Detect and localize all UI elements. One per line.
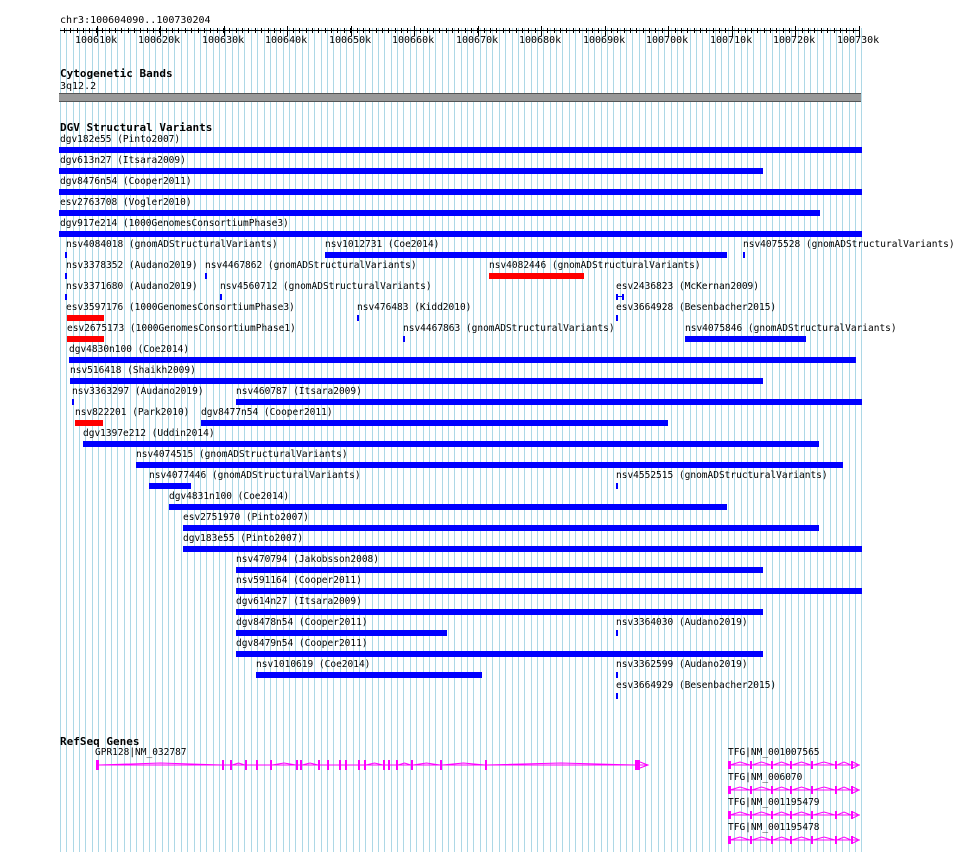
gene-exon [851,761,853,769]
ruler-tick-label: 100640k [265,35,308,46]
sv-feature-bar[interactable] [59,147,862,153]
gene-exon [96,760,99,770]
sv-feature-label: nsv4467863 (gnomADStructuralVariants) [403,323,615,334]
ruler-tick-label: 100630k [202,35,245,46]
sv-feature-bar[interactable] [59,210,820,216]
sv-feature-bar[interactable] [183,546,862,552]
sv-feature-label: nsv476483 (Kidd2010) [357,302,472,313]
gene-exon [790,836,792,844]
gene-models[interactable] [0,740,890,852]
sv-feature-label: dgv8477n54 (Cooper2011) [201,407,333,418]
sv-feature-bar[interactable] [83,441,819,447]
sv-feature-label: esv2751970 (Pinto2007) [183,512,309,523]
gene-exon [440,760,442,770]
gene-exon [835,811,837,819]
sv-feature-bar[interactable] [70,378,763,384]
sv-feature-label: esv2675173 (1000GenomesConsortiumPhase1) [67,323,296,334]
refseq-track-title: RefSeq Genes [60,735,140,748]
sv-feature-label: dgv182e55 (Pinto2007) [60,134,181,145]
sv-feature-bar[interactable] [616,294,624,300]
sv-feature-bar[interactable] [236,630,447,636]
sv-feature-label: esv3664928 (Besenbacher2015) [616,302,777,313]
gene-exon [771,761,773,769]
sv-feature-label: dgv8478n54 (Cooper2011) [236,617,368,628]
gene-exon [364,760,366,770]
gene-exon [771,811,773,819]
sv-feature-bar[interactable] [325,252,727,258]
gene-exon [230,760,232,770]
gene-exon [245,760,247,770]
ruler-tick-label: 100690k [583,35,626,46]
sv-feature-label: nsv4467862 (gnomADStructuralVariants) [205,260,417,271]
sv-feature-label: dgv8476n54 (Cooper2011) [60,176,192,187]
gene-label: TFG|NM_001007565 [728,747,820,758]
location-label: chr3:100604090..100730204 [60,15,211,26]
sv-feature-bar[interactable] [59,189,862,195]
sv-feature-label: nsv4560712 (gnomADStructuralVariants) [220,281,432,292]
gene-exon [835,836,837,844]
sv-feature-label: dgv183e55 (Pinto2007) [183,533,304,544]
sv-feature-label: nsv3363297 (Audano2019) [72,386,204,397]
sv-feature-label: nsv4075528 (gnomADStructuralVariants) [743,239,955,250]
ruler-tick-label: 100660k [392,35,435,46]
gene-exon [811,836,813,844]
ruler-tick-label: 100650k [329,35,372,46]
sv-feature-bar[interactable] [236,651,763,657]
sv-feature-label: nsv3371680 (Audano2019) [66,281,198,292]
gene-exon [345,760,347,770]
gene-exon [750,786,752,794]
sv-feature-label: nsv470794 (Jakobsson2008) [236,554,379,565]
sv-feature-label: nsv4552515 (gnomADStructuralVariants) [616,470,828,481]
sv-feature-label: dgv4830n100 (Coe2014) [69,344,190,355]
sv-feature-label: esv3664929 (Besenbacher2015) [616,680,777,691]
ruler-tick-label: 100720k [773,35,816,46]
sv-feature-bar[interactable] [59,168,763,174]
sv-feature-bar[interactable] [236,588,862,594]
gene-exon [256,760,258,770]
gene-exon [790,786,792,794]
sv-feature-bar[interactable] [616,693,618,699]
sv-feature-label: nsv4074515 (gnomADStructuralVariants) [136,449,348,460]
ruler-tick-label: 100620k [138,35,181,46]
sv-feature-label: nsv516418 (Shaikh2009) [70,365,196,376]
gene-exon [300,760,302,770]
sv-feature-label: nsv4082446 (gnomADStructuralVariants) [489,260,701,271]
ruler-tick-label: 100680k [519,35,562,46]
sv-feature-label: nsv822201 (Park2010) [75,407,190,418]
sv-feature-bar[interactable] [220,294,222,300]
sv-feature-label: nsv591164 (Cooper2011) [236,575,362,586]
sv-feature-bar[interactable] [65,294,67,300]
gene-exon [790,761,792,769]
sv-feature-label: nsv1012731 (Coe2014) [325,239,440,250]
gene-exon [750,811,752,819]
sv-feature-label: esv2436823 (McKernan2009) [616,281,759,292]
sv-feature-link [618,296,622,297]
gene-exon [811,761,813,769]
sv-feature-bar[interactable] [743,252,745,258]
sv-feature-bar[interactable] [72,399,74,405]
sv-feature-bar[interactable] [205,273,207,279]
coordinate-ruler[interactable] [0,24,890,48]
gene-label: TFG|NM_006070 [728,772,803,783]
sv-feature-bar[interactable] [149,483,191,489]
gene-label: TFG|NM_001195478 [728,822,820,833]
sv-feature-label: nsv4075846 (gnomADStructuralVariants) [685,323,897,334]
sv-feature-bar[interactable] [65,252,67,258]
sv-feature-label: nsv460787 (Itsara2009) [236,386,362,397]
sv-feature-label: nsv4084018 (gnomADStructuralVariants) [66,239,278,250]
sv-feature-bar[interactable] [256,672,482,678]
gene-exon [635,760,640,770]
cytoband-label: 3q12.2 [60,81,97,92]
sv-feature-label: dgv614n27 (Itsara2009) [236,596,362,607]
gene-exon [750,836,752,844]
gene-exon [771,836,773,844]
gene-label: TFG|NM_001195479 [728,797,820,808]
sv-feature-bar[interactable] [236,399,862,405]
sv-feature-bar[interactable] [69,357,856,363]
sv-feature-bar[interactable] [136,462,843,468]
gene-label: GPR128|NM_032787 [95,747,187,758]
sv-feature-label: dgv613n27 (Itsara2009) [60,155,186,166]
sv-feature-bar[interactable] [183,525,819,531]
gene-exon [851,786,853,794]
sv-feature-label: nsv3364030 (Audano2019) [616,617,748,628]
sv-feature-bar[interactable] [75,420,103,426]
sv-feature-bar[interactable] [67,336,104,342]
ruler-tick-label: 100710k [710,35,753,46]
sv-feature-bar[interactable] [403,336,405,342]
sv-feature-label: esv3597176 (1000GenomesConsortiumPhase3) [66,302,295,313]
sv-feature-bar[interactable] [169,504,727,510]
sv-feature-bar[interactable] [201,420,668,426]
cytoband-bar[interactable] [59,93,861,102]
gene-exon [318,760,320,770]
gene-exon [388,760,390,770]
gene-exon [771,786,773,794]
sv-feature-bar[interactable] [616,483,618,489]
sv-feature-label: nsv3362599 (Audano2019) [616,659,748,670]
ruler-tick-label: 100670k [456,35,499,46]
ruler-tick-label: 100700k [646,35,689,46]
sv-feature-bar[interactable] [616,672,618,678]
gene-exon [851,836,853,844]
sv-feature-bar[interactable] [67,315,104,321]
sv-feature-label: dgv8479n54 (Cooper2011) [236,638,368,649]
sv-feature-label: nsv4077446 (gnomADStructuralVariants) [149,470,361,481]
gene-exon [835,761,837,769]
gene-exon [270,760,272,770]
gene-exon [811,811,813,819]
sv-feature-bar[interactable] [616,315,618,321]
sv-feature-bar[interactable] [236,567,763,573]
gene-exon [327,760,329,770]
ruler-tick-label: 100730k [837,35,880,46]
sv-feature-bar[interactable] [489,273,584,279]
sv-feature-label: nsv1010619 (Coe2014) [256,659,371,670]
gene-exon [339,760,341,770]
cytoband-track-title: Cytogenetic Bands [60,67,173,80]
gene-exon [811,786,813,794]
gene-exon [358,760,360,770]
sv-feature-bar[interactable] [236,609,763,615]
gene-exon [790,811,792,819]
sv-feature-bar[interactable] [616,630,618,636]
gene-exon [383,760,385,770]
sv-feature-bar[interactable] [59,231,862,237]
gene-exon [222,760,224,770]
sv-feature-label: nsv3378352 (Audano2019) [66,260,198,271]
sv-feature-bar[interactable] [685,336,806,342]
sv-feature-label: dgv4831n100 (Coe2014) [169,491,290,502]
gene-exon [835,786,837,794]
ruler-tick-label: 100610k [75,35,118,46]
gene-exon [411,760,413,770]
dgv-track-title: DGV Structural Variants [60,121,213,134]
sv-feature-label: esv2763708 (Vogler2010) [60,197,192,208]
gene-exon [296,760,298,770]
gene-exon [485,760,487,770]
sv-feature-label: dgv917e214 (1000GenomesConsortiumPhase3) [60,218,289,229]
sv-feature-bar[interactable] [65,273,67,279]
sv-feature-bar[interactable] [357,315,359,321]
gene-exon [396,760,398,770]
gene-exon [851,811,853,819]
gene-exon [750,761,752,769]
sv-feature-label: dgv1397e212 (Uddin2014) [83,428,215,439]
